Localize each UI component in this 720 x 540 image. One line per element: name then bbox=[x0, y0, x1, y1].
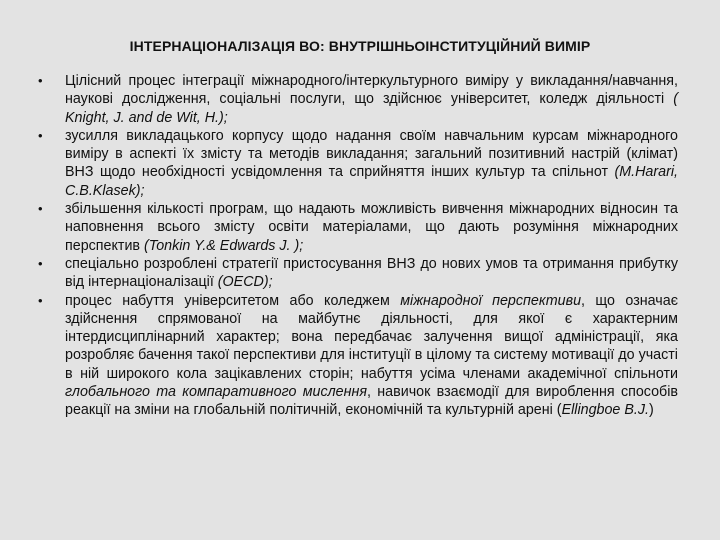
item-emphasis: глобального та компаративного мислення bbox=[65, 384, 368, 401]
list-item bbox=[38, 200, 678, 255]
item-text-continued: , навичок взаємодії для вироблення способів реакції на зміни на глобальній політичній, економічній та культурній арені ( bbox=[65, 384, 679, 419]
item-reference: (OECD); bbox=[217, 274, 273, 291]
item-text: процес набуття університетом або коледжем bbox=[65, 292, 401, 309]
item-text-end: ) bbox=[648, 402, 654, 419]
list-item bbox=[38, 292, 678, 420]
list-item bbox=[38, 72, 678, 127]
list-item bbox=[38, 255, 678, 292]
item-text: спеціально розроблені стратегії пристосування ВНЗ до нових умов та отримання прибутку від інтернаціоналізації bbox=[65, 255, 678, 291]
item-reference: ( Knight, J. and de Wit, H.); bbox=[65, 91, 678, 126]
bullet-icon: • bbox=[38, 292, 43, 308]
page-title: ІНТЕРНАЦІОНАЛІЗАЦІЯ ВО: ВНУТРІШНЬОІНСТИТУЦІЙНИЙ ВИМІР bbox=[129, 38, 591, 54]
item-reference: (Tonkin Y.& Edwards J. ); bbox=[144, 237, 304, 254]
bullet-icon: • bbox=[38, 255, 43, 271]
item-text-continued: , що означає здійснення спрямованої на майбутнє діяльності, для якої є характерним інтердисциплінарний характер; вона передбачає залучення вищої адміністрації, яка розробляє бачення такої перспективи для інституції в цілому та систему мотивації до участі в ній широкого кола зацікавлених сторін; набуття усіма членами академічної спільноти bbox=[65, 292, 678, 382]
bullet-list bbox=[38, 72, 678, 420]
item-reference: Ellingboe B.J. bbox=[561, 402, 649, 419]
item-text: Цілісний процес інтеграції міжнародного/інтеркультурного виміру у викладання/навчання, наукові дослідження, соціальні послуги, що здійснює університет, коледж діяльності bbox=[65, 73, 678, 108]
item-reference: (M.Harari, C.B.Klasek); bbox=[65, 164, 678, 199]
bullet-icon: • bbox=[38, 127, 43, 143]
item-text: збільшення кількості програм, що надають можливість вивчення міжнародних відносин та наповнення всього змісту освіти матеріалами, що дають розуміння міжнародних перспектив bbox=[65, 201, 678, 254]
item-text: зусилля викладацького корпусу щодо надання своїм навчальним курсам міжнародного виміру в аспекті їх змісту та методів викладання; загальний позитивний настрій (клімат) ВНЗ щодо необхідності усвідомлення та сприйняття інших культур та спільнот bbox=[65, 127, 678, 181]
list-item bbox=[38, 127, 678, 200]
bullet-icon: • bbox=[38, 201, 43, 217]
bullet-icon: • bbox=[38, 73, 43, 88]
item-emphasis: міжнародної перспективи bbox=[400, 292, 582, 309]
